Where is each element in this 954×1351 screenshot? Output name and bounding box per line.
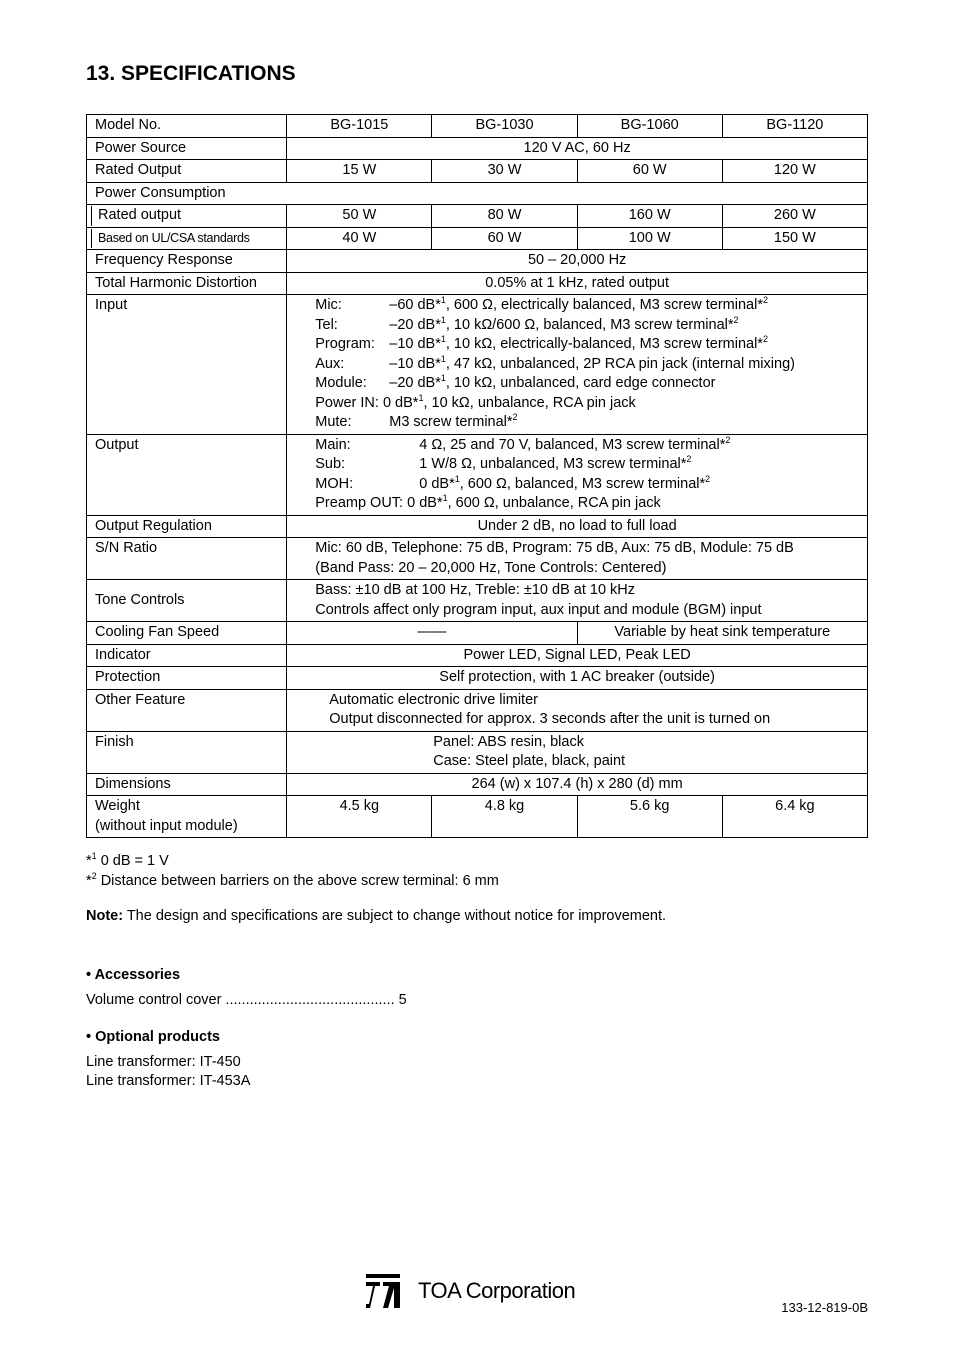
toa-logo-icon [366,1274,400,1308]
company-logo [366,1274,575,1308]
table-row [87,515,868,538]
page-title: 13. SPECIFICATIONS [86,62,296,85]
table-row [87,115,868,138]
optional-products-heading: • Optional products [86,1029,220,1045]
value-cell: Automatic electronic drive limiter Output disconnected for approx. 3 seconds after the unit is turned on [287,689,868,731]
value-cell: 0.05% at 1 kHz, rated output [287,272,868,295]
row-label: Based on UL/CSA standards [87,227,287,250]
company-name: TOA Corporation [418,1278,576,1303]
row-label: Output Regulation [87,515,287,538]
table-row [87,580,868,622]
row-label: Model No. [87,115,287,138]
table-row [87,644,868,667]
value-cell: 60 W [432,227,577,250]
row-label: Dimensions [87,773,287,796]
value-cell: Mic: 60 dB, Telephone: 75 dB, Program: 75 dB, Aux: 75 dB, Module: 75 dB (Band Pass: 20 – 20,000 Hz, Tone Controls: Centered) [287,538,868,580]
row-label: S/N Ratio [87,538,287,580]
value-cell: Under 2 dB, no load to full load [287,515,868,538]
table-row [87,538,868,580]
specifications-table [86,114,868,838]
note: Note: The design and specifications are subject to change without notice for improvement. [86,908,667,924]
row-label: Total Harmonic Distortion [87,272,287,295]
table-row [87,160,868,183]
list-item: Line transformer: IT-453A [86,1073,251,1089]
input-specs: Mic: –60 dB*$^1$, 600 Ω, electrically balanced, M3 screw terminal*$^2$ Tel: –20 dB*$^1$, 10 kΩ/600 Ω, balanced, M3 screw terminal*$^2$ Program: –10 dB*$^1$, 10 kΩ, electrically-balanced, M3 screw terminal*$^2$ Aux: –10 dB*$^1$, 47 kΩ, unbalanced, 2P RCA pin jack (internal mixing) Module: –20 dB*$^1$, 10 kΩ, unbalanced, card edge connector Power IN: 0 dB*$^1$, 10 kΩ, unbalance, RCA pin jack Mute: M3 screw terminal*$^2$ [287,295,868,435]
value-cell: 6.4 kg [722,796,867,838]
model-cell: BG-1060 [577,115,722,138]
row-label: Protection [87,667,287,690]
table-row [87,731,868,773]
table-row [87,796,868,838]
value-cell: 120 V AC, 60 Hz [287,137,868,160]
row-label: Power Consumption [87,182,868,205]
list-item: Volume control cover .......................................... 5 [86,991,407,1008]
row-label: Finish [87,731,287,773]
value-cell: 5.6 kg [577,796,722,838]
row-label: Weight (without input module) [87,796,287,838]
footnote-1: *$^1$ 0 dB = 1 V [86,851,169,869]
value-cell: 120 W [722,160,867,183]
row-label: Power Source [87,137,287,160]
footnotes [86,851,499,891]
table-row [87,182,868,205]
table-row [87,689,868,731]
value-cell: 30 W [432,160,577,183]
row-label: Input [87,295,287,435]
row-label: Cooling Fan Speed [87,622,287,645]
footnote-2: *$^2$ Distance between barriers on the above screw terminal: 6 mm [86,871,499,889]
value-cell: 60 W [577,160,722,183]
row-label: Frequency Response [87,250,287,273]
value-cell: Panel: ABS resin, black Case: Steel plate, black, paint [287,731,868,773]
row-label: Output [87,434,287,515]
value-cell: 160 W [577,205,722,228]
model-cell: BG-1030 [432,115,577,138]
table-row [87,205,868,228]
value-cell: 80 W [432,205,577,228]
accessories-section [86,966,407,1010]
value-cell: 264 (w) x 107.4 (h) x 280 (d) mm [287,773,868,796]
output-specs: Main: 4 Ω, 25 and 70 V, balanced, M3 screw terminal*$^2$ Sub: 1 W/8 Ω, unbalanced, M3 screw terminal*$^2$ MOH: 0 dB*$^1$, 600 Ω, balanced, M3 screw terminal*$^2$ Preamp OUT: 0 dB*$^1$, 600 Ω, unbalance, RCA pin jack [287,434,868,515]
table-row [87,250,868,273]
accessories-heading: • Accessories [86,967,181,983]
row-label: Rated output [87,205,287,228]
row-label: Other Feature [87,689,287,731]
value-cell: 4.5 kg [287,796,432,838]
value-cell: —— [287,622,577,645]
value-cell: 50 – 20,000 Hz [287,250,868,273]
value-cell: Bass: ±10 dB at 100 Hz, Treble: ±10 dB at 10 kHz Controls affect only program input, aux input and module (BGM) input [287,580,868,622]
table-row [87,622,868,645]
row-label: Indicator [87,644,287,667]
value-cell: 15 W [287,160,432,183]
value-cell: 4.8 kg [432,796,577,838]
model-cell: BG-1120 [722,115,867,138]
table-row [87,667,868,690]
value-cell: 40 W [287,227,432,250]
value-cell: Power LED, Signal LED, Peak LED [287,644,868,667]
list-item: Line transformer: IT-450 [86,1053,241,1070]
table-row [87,272,868,295]
table-row [87,295,868,435]
document-number: 133-12-819-0B [781,1300,868,1315]
model-cell: BG-1015 [287,115,432,138]
value-cell: 150 W [722,227,867,250]
value-cell: 260 W [722,205,867,228]
value-cell: Variable by heat sink temperature [577,622,867,645]
row-label: Tone Controls [87,580,287,622]
value-cell: 100 W [577,227,722,250]
table-row [87,434,868,515]
table-row [87,227,868,250]
optional-products-section [86,1028,250,1092]
row-label: Rated Output [87,160,287,183]
value-cell: 50 W [287,205,432,228]
table-row [87,773,868,796]
value-cell: Self protection, with 1 AC breaker (outside) [287,667,868,690]
table-row [87,137,868,160]
